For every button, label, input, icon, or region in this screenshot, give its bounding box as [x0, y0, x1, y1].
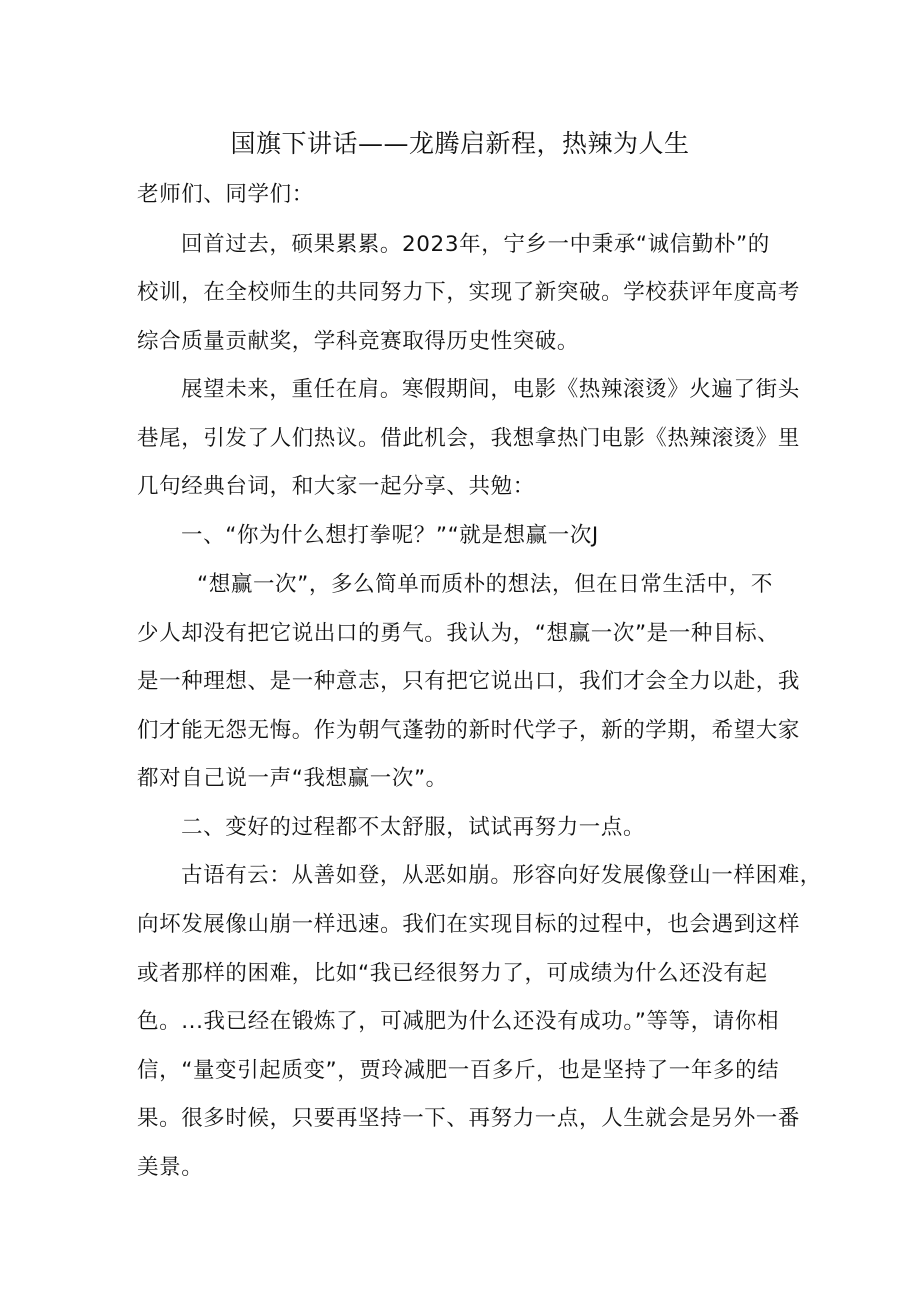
paragraph-6-line-1: 古语有云：从善如登，从恶如崩。形容向好发展像登山一样困难， [181, 863, 822, 888]
paragraph-4-line-5: 都对自己说一声“我想赢一次”。 [137, 766, 448, 791]
paragraph-1-line-3: 综合质量贡献奖，学科竞赛取得历史性突破。 [137, 329, 580, 354]
paragraph-4-line-3: 是一种理想、是一种意志，只有把它说出口，我们才会全力以赴，我 [137, 669, 801, 694]
paragraph-6-line-5: 信，“量变引起质变”，贾玲减肥一百多斤，也是坚持了一年多的结 [137, 1058, 780, 1083]
paragraph-6-line-4: 色。...我已经在锻炼了，可减肥为什么还没有成功。”等等，请你相 [137, 1009, 780, 1034]
paragraph-2-line-1: 展望未来，重任在肩。寒假期间，电影《热辣滚烫》火遍了街头 [181, 377, 800, 402]
greeting: 老师们、同学们： [137, 182, 314, 207]
paragraph-2-line-2: 巷尾，引发了人们热议。借此机会，我想拿热门电影《热辣滚烫》里 [137, 426, 801, 451]
paragraph-6-line-3: 或者那样的困难，比如“我已经很努力了，可成绩为什么还没有起 [137, 961, 768, 986]
section-heading-2: 二、变好的过程都不太舒服，试试再努力一点。 [181, 815, 646, 840]
paragraph-1-line-1: 回首过去，硕果累累。2023年，宁乡一中秉承“诚信勤朴”的 [181, 232, 770, 257]
paragraph-4-line-2: 少人却没有把它说出口的勇气。我认为，“想赢一次”是一种目标、 [137, 621, 780, 646]
paragraph-6-line-7: 美景。 [137, 1155, 204, 1180]
paragraph-6-line-2: 向坏发展像山崩一样迅速。我们在实现目标的过程中，也会遇到这样 [137, 912, 801, 937]
paragraph-6-line-6: 果。很多时候，只要再坚持一下、再努力一点，人生就会是另外一番 [137, 1106, 801, 1131]
paragraph-1-line-2: 校训，在全校师生的共同努力下，实现了新突破。学校获评年度高考 [137, 280, 801, 305]
section-heading-1: 一、“你为什么想打拳呢？”“就是想赢一次J [181, 523, 599, 548]
page-title: 国旗下讲话——龙腾启新程，热辣为人生 [230, 129, 690, 158]
paragraph-4-line-4: 们才能无怨无悔。作为朝气蓬勃的新时代学子，新的学期，希望大家 [137, 718, 801, 743]
paragraph-2-line-3: 几句经典台词，和大家一起分享、共勉： [137, 474, 535, 499]
paragraph-4-line-1: “想赢一次”，多么简单而质朴的想法，但在日常生活中，不 [197, 572, 773, 597]
